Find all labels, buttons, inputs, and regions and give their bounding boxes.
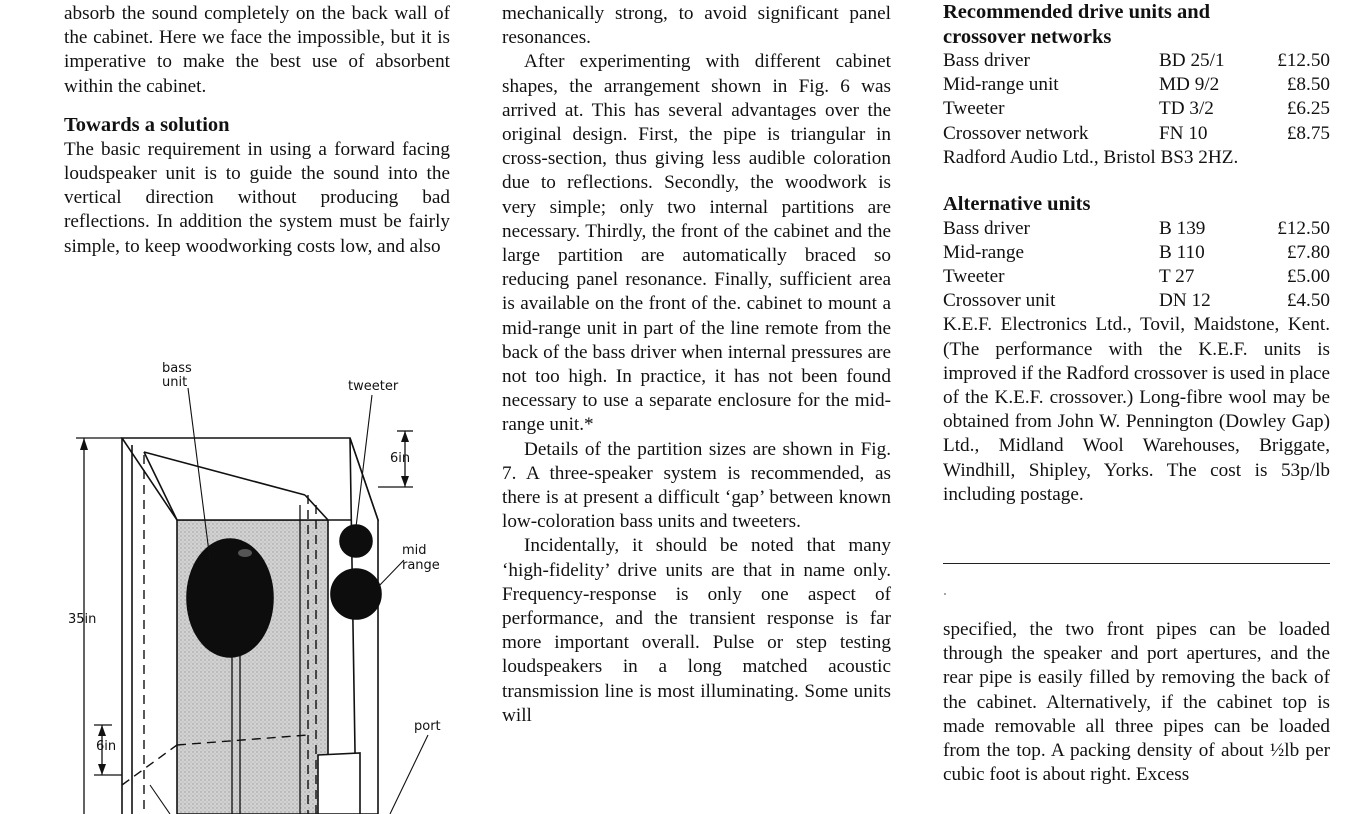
item-name: Tweeter [943,98,1005,120]
recommended-units-table [943,49,1330,146]
supplier-kef: K.E.F. Electronics Ltd., Tovil, Maidstone, Kent. (The performance with the K.E.F. units is improved if the Radford crossover is used in place of the K.E.F. crossover.) Long-fibre wool may be obtained from John W. Pennington (Dowley Gap) Ltd., Midland Wool Warehouses, Briggate, Windhill, Shipley, Yorks. The cost is 53p/lb including postage. [943,314,1330,505]
table-row [943,217,1330,241]
table-row [943,241,1330,265]
item-price: £6.25 [1286,98,1330,120]
alternative-units-table [943,217,1330,314]
supplier-radford: Radford Audio Ltd., Bristol BS3 2HZ. [943,146,1239,168]
item-code: FN 10 [1159,122,1208,144]
table-row [943,97,1330,121]
item-name: Mid-range [943,241,1024,263]
table-row [943,122,1330,146]
item-code: T 27 [1159,265,1195,287]
item-price: £12.50 [1277,50,1330,71]
item-code: BD 25/1 [1159,50,1225,71]
label-6in-top: 6in [390,451,411,466]
tweeter-driver [340,525,372,557]
recommended-units-title-2: crossover networks [943,25,1112,48]
recommended-units-title-1: Recommended drive units and [943,1,1211,23]
mid-range-driver [331,569,381,619]
item-price: £8.75 [1286,122,1330,144]
horizontal-rule [943,563,1330,564]
alternative-units-title: Alternative units [943,193,1091,216]
column-right [943,0,1330,507]
label-6in-bottom: 6in [96,739,117,754]
column-left [64,2,450,259]
item-name: Crossover network [943,122,1089,144]
label-35in: 35in [68,612,97,627]
item-price: £12.50 [1277,217,1330,239]
item-name: Bass driver [943,50,1030,71]
column-right-lower [943,618,1330,787]
item-name: Bass driver [943,217,1030,239]
alternative-units-block [943,192,1330,507]
item-code: B 110 [1159,241,1205,263]
paragraph-loading-pipes: specified, the two front pipes can be loaded through the speaker and port apertures, and the rear pipe is easily filled by removing the back of the cabinet. Alternatively, if the cabinet top is made removable all three pipes can be loaded from the top. A packing density of about ½lb per cubic foot is about right. Excess [943,619,1330,786]
label-bass: bass [162,361,192,376]
port-opening [318,753,360,814]
table-row [943,265,1330,289]
label-range: range [402,558,440,573]
cabinet-diagram [60,355,460,814]
label-tweeter: tweeter [348,379,399,394]
cabinet-top-face [122,438,378,520]
item-price: £7.80 [1286,241,1330,263]
table-row [943,73,1330,97]
item-code: B 139 [1159,217,1206,239]
print-speck [944,593,946,595]
item-price: £4.50 [1286,290,1330,312]
item-price: £8.50 [1286,74,1330,96]
item-price: £5.00 [1286,265,1330,287]
item-name: Crossover unit [943,290,1056,312]
table-row [943,49,1330,73]
paragraph-solution: The basic requirement in using a forward facing loudspeaker unit is to guide the sound into the vertical direction without producing bad reflections. In addition the system must be fairly simple, to keep woodworking costs low, and also [64,138,450,257]
bass-driver [187,539,273,657]
paragraph-experimenting: After experimenting with different cabinet shapes, the arrangement shown in Fig. 6 was arrived at. This has several advantages over the original design. First, the pipe is triangular in cross-section, thus giving less audible coloration due to reflections. Secondly, the woodwork is very simple; only two internal partitions are necessary. Thirdly, the front of the cabinet and the large partition are automatically braced so reducing panel resonance. Finally, sufficient area is available on the front of the. cabinet to mount a mid-range unit in part of the line remote from the back of the bass driver when internal pressures are not too high. In practice, it has not been found necessary to use a separate enclosure for the mid-range unit.* [502,51,891,436]
label-unit: unit [162,375,188,390]
paragraph-panel-resonances: mechanically strong, to avoid significant panel resonances. [502,3,891,49]
column-middle [502,2,891,728]
label-port: port [414,719,441,734]
paragraph-absorb: absorb the sound completely on the back wall of the cabinet. Here we face the impossible, but it is imperative to make the best use of absorbent within the cabinet. [64,3,450,97]
table-row [943,289,1330,313]
paragraph-incidentally: Incidentally, it should be noted that many ‘high-fidelity’ drive units are that in name only. Frequency-response is only one aspect of performance, and the transient response is far more important overall. Pulse or step testing loudspeakers in a long matched acoustic transmission line is most illuminating. Some units will [502,535,891,726]
item-code: MD 9/2 [1159,74,1220,96]
paragraph-partition-sizes: Details of the partition sizes are shown in Fig. 7. A three-speaker system is recommended, as there is at present a difficult ‘gap’ between known low-coloration bass units and tweeters. [502,438,891,533]
item-name: Mid-range unit [943,74,1059,96]
item-code: TD 3/2 [1159,98,1214,120]
section-heading-towards-a-solution: Towards a solution [64,113,230,136]
item-name: Tweeter [943,265,1005,287]
label-mid: mid [402,543,427,558]
item-code: DN 12 [1159,290,1211,312]
